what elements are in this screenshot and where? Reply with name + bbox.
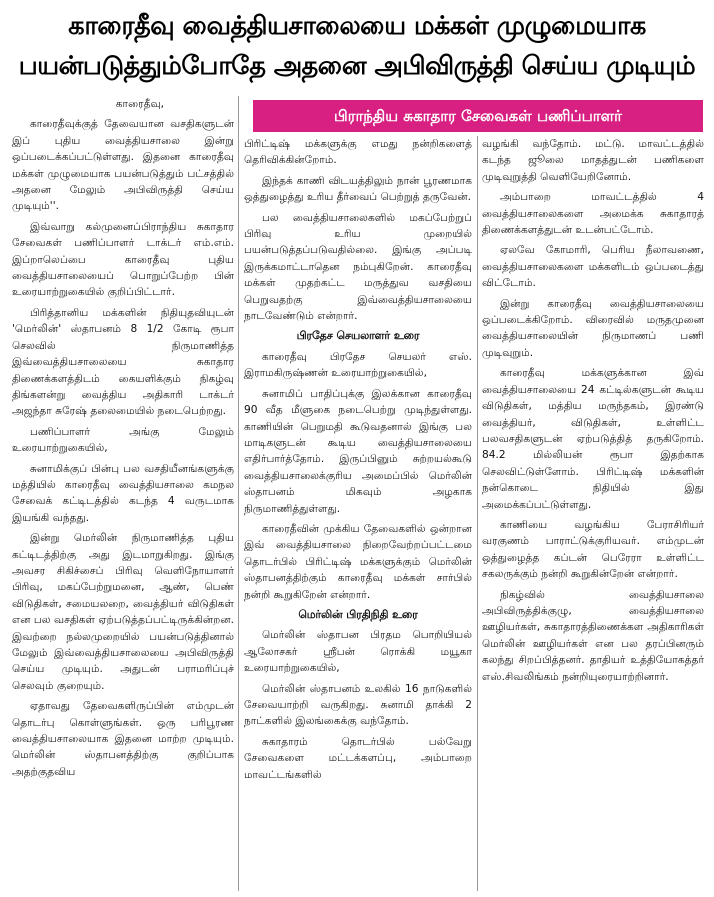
column-divider-1 — [238, 96, 239, 891]
paragraph: காணியை வழங்கிய பேராசிரியர் வரகுணம் பாராட்டுக்குரியவர். எம்முடன் ஒத்துழைத்த கப்டன் பெரேரா உள்ளிட்ட சகலருக்கும் நன்றி கூறுகின்றேன் என்றார். — [482, 518, 704, 581]
paragraph: மெர்லின் ஸ்தாபன பிரதம பொறியியல் ஆலோசகர் ஸ்ரீபன் ரொக்கி மயூகா உரையாற்றுகையில், — [244, 629, 472, 675]
paragraph: பல வைத்தியசாலைகளில் மகப்பேற்றுப் பிரிவு உரிய முறையில் பயன்படுத்தப்படுவதில்லை. இங்கு அப்படி இருக்கமாட்டாதென நம்புகிறேன். காரைதீவு மக்கள் முதற்கட்ட மருத்துவ வசதியை பெறுவதற்கு இவ்வைத்தியசாலையை நாடவேண்டும் என்றார். — [244, 211, 472, 323]
paragraph: இந்தக் காணி விடயத்திலும் நான் பூரணமாக ஒத்துழைத்து உரிய தீர்வைப் பெற்றுத் தருவேன். — [244, 174, 472, 204]
paragraph: பணிப்பாளர் அங்கு மேலும் உரையாற்றுகையில், — [12, 425, 234, 455]
section-heading: மெர்லின் பிரதிநிதி உரை — [298, 607, 418, 621]
paragraph: இன்று மெர்லின் நிருமாணித்த புதிய கட்டிடத்திற்கு அது இடமாறுகிறது. இங்கு அவசர சிகிச்சைப் பிரிவு வெளிநோயாளர் பிரிவு, மகப்பேற்றுமனை, ஆண், பெண் விடுதிகள், சமையலறை, வைத்தியர் விடுதிகள் என பல வசதிகள் ஏற்படுத்தப்பட்டிருக்கின்றன. இவற்றை நல்லமுறையில் பயன்படுத்தினால் மேலும் இவ்வைத்தியசாலையை அபிவிருத்தி செய்ய முடியும். அதுடன் பராமரிப்புச் செலவும் குறையும். — [12, 532, 234, 692]
paragraph: சுகாதாரம் தொடர்பில் பல்வேறு சேவைகளை மட்டக்களப்பு, அம்பாறை மாவட்டங்களில் — [244, 735, 472, 781]
paragraph: ஏலவே கோமாரி, பெரிய நீலாவணை, வைத்தியசாலைகளை மக்களிடம் ஒப்படைத்து விட்டோம். — [482, 244, 704, 290]
headline — [0, 0, 714, 86]
column-1 — [12, 96, 234, 891]
column-2 — [244, 136, 472, 891]
paragraph: காரைதீவு, — [115, 98, 164, 110]
paragraph: காரைதீவு மக்களுக்கான இவ் வைத்தியசாலையை 24 கட்டில்களுடன் கூடிய விடுதிகள், மத்திய மருந்தகம், இரண்டு வைத்தியர், விடுதிகள், உள்ளிட்ட பலவசதிகளுடன் ஏற்படுத்தித் தருகிறோம். 84.2 மில்லியன் ரூபா இதற்காக செலவிட்டுள்ளோம். பிரிட்டிஷ் மக்களின் நன்கொடை நிதியில் இது அமைக்கப்பட்டுள்ளது. — [482, 367, 704, 511]
paragraph: நிகழ்வில் வைத்தியசாலை அபிவிருத்திக்குழு, வைத்தியசாலை ஊழியர்கள், சுகாதாரத்திணைக்கள அதிகாரிகள் மெர்லின் ஊழியர்கள் என பல தரப்பினரும் கலந்து சிறப்பித்தனர். தாதியர் உத்தியோகத்தர் எஸ்.சிவலிங்கம் நன்றியுரையாற்றினார். — [482, 588, 704, 683]
paragraph: காரைதீவுக்குத் தேவையான வசதிகளுடன் இப் புதிய வைத்தியசாலை இன்று ஒப்படைக்கப்பட்டுள்ளது. இதனை காரைதீவு மக்கள் முழுமையாக பயன்படுத்தும் பட்சத்தில் அதனை மேலும் அபிவிருத்தி செய்ய முடியும்''. — [12, 118, 234, 213]
paragraph: காரைதீவின் முக்கிய தேவைகளில் ஒன்றான இவ் வைத்தியசாலை நிறைவேற்றப்பட்டமை தொடர்பில் பிரிட்டிஷ் மக்களுக்கும் மெர்லின் ஸ்தாபனத்திற்கும் காரைதீவு மக்கள் சார்பில் நன்றி கூறுகிறேன் என்றார். — [244, 522, 472, 601]
paragraph: இன்று காரைதீவு வைத்தியசாலையை ஒப்படைக்கிறோம். விரைவில் மருதமுனை வைத்தியசாலையின் நிருமாணப் பணி முடிவுறும். — [482, 297, 704, 359]
paragraph: சுனாமிக்குப் பின்பு பல வசதியீனங்களுக்கு மத்தியில் காரைதீவு வைத்தியசாலை கமநல சேவைக் கட்டிடத்தில் கடந்த 4 வருடமாக இயங்கி வந்தது. — [12, 462, 234, 524]
column-divider-2 — [477, 136, 478, 891]
paragraph: இவ்வாறு கல்முனைப்பிராந்திய சுகாதார சேவைகள் பணிப்பாளர் டாக்டர் எம்.எம். இப்றாலெப்பை காரைதீவு புதிய வைத்தியசாலையைப் பொறுப்பேற்ற பின் உரையாற்றுகையில் குறிப்பிட்டார். — [12, 220, 234, 299]
paragraph: காரைதீவு பிரதேச செயலர் எஸ். இராமகிருஷ்ணன் உரையாற்றுகையில், — [244, 350, 472, 380]
paragraph: ஏதாவது தேவைகளிருப்பின் எம்முடன் தொடர்பு கொள்ளுங்கள். ஒரு பரிபூரண வைத்தியசாலையாக இதனை மாற்ற முடியும். மெர்லின் ஸ்தாபனத்திற்கு குறிப்பாக அதற்குதவிய — [12, 700, 234, 778]
subheading-banner: பிராந்திய சுகாதார சேவைகள் பணிப்பாளர் — [253, 100, 703, 132]
paragraph: பிரித்தானிய மக்களின் நிதியுதவியுடன் 'மெர்லின்' ஸ்தாபனம் 8 1/2 கோடி ரூபா செலவில் நிருமாணித்த இவ்வைத்தியசாலையை சுகாதார திணைக்களத்திடம் கையளிக்கும் நிகழ்வு திங்களன்று வைத்திய அதிகாரி டாக்டர் அஜந்தா சுரேஷ் தலைமையில் நடைபெற்றது. — [12, 306, 234, 418]
paragraph: அம்பாறை மாவட்டத்தில் 4 வைத்தியசாலைகளை அமைக்க சுகாதாரத் திணைக்களத்துடன் உடன்பட்டோம். — [482, 191, 704, 237]
headline-line-2: பயன்படுத்தும்போதே அதனை அபிவிருத்தி செய்ய முடியும் — [18, 51, 696, 81]
paragraph: சுனாமிப் பாதிப்புக்கு இலக்கான காரைதீவு 90 வீத மீளுகை நடைபெற்று முடிந்துள்ளது. காணியின் பெறுமதி கூடுவதனால் இங்கு பல மாடிகளுடன் கூடிய வைத்தியசாலையை எதிர்பார்த்தோம். இருப்பினும் சுற்றயல்கூடு வைத்தியசாலைக்குரிய அமைப்பில் மெர்லின் ஸ்தாபனம் மிகவும் அழகாக நிருமாணித்துள்ளது. — [244, 387, 472, 515]
paragraph: வழங்கி வந்தோம். மட்டு. மாவட்டத்தில் கடந்த ஜூலை மாதத்துடன் பணிகளை முடிவுறுத்தி வெளியேறினோம். — [482, 138, 704, 183]
paragraph: மெர்லின் ஸ்தாபனம் உலகில் 16 நாடுகளில் சேவையாற்றி வருகிறது. சுனாமி தாக்கி 2 நாட்களில் இலங்கைக்கு வந்தோம். — [244, 682, 472, 728]
paragraph: பிரிட்டிஷ் மக்களுக்கு எமது நன்றிகளைத் தெரிவிக்கின்றோம். — [244, 138, 472, 167]
column-3 — [482, 136, 704, 891]
section-heading: பிரதேச செயலாளர் உரை — [296, 329, 420, 343]
headline-line-1: காரைதீவு வைத்தியசாலையை மக்கள் முழுமையாக — [68, 11, 646, 41]
